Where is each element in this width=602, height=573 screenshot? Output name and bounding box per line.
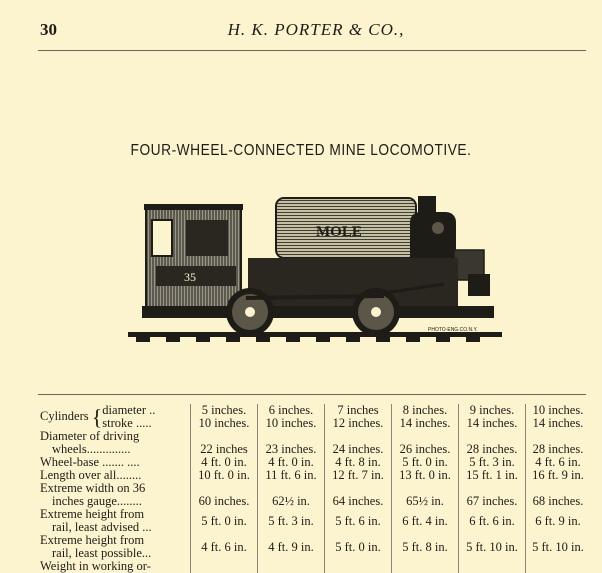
width-label: Extreme width on 36 [40,481,146,495]
table-row [40,534,590,560]
table-cell: 67 inches. [459,482,526,508]
table-cell: 28 inches. [526,430,591,456]
driving-wheel-rear [226,288,274,336]
table-cell: 5 inches. [191,404,258,417]
table-cell: 22 inches [191,430,258,456]
table-cell: 4 ft. 6 in. [526,456,591,469]
table-cell: 64 inches. [325,482,392,508]
cyl-diameter-label: diameter .. [102,403,156,417]
cylinders-label: Cylinders [40,408,89,423]
table-rule [38,394,586,395]
table-cell: 6 inches. [258,404,325,417]
specification-table [40,404,590,573]
weight-label: Weight in working or- [40,559,151,573]
table-row [40,560,590,573]
table-cell: 4 ft. 8 in. [325,456,392,469]
length-label: Length over all........ [40,468,142,482]
figure-title: FOUR-WHEEL-CONNECTED MINE LOCOMOTIVE. [130,142,472,159]
table-cell: 11 ft. 6 in. [258,469,325,482]
table-cell: 4 ft. 0 in. [191,456,258,469]
table-cell: 60 inches. [191,482,258,508]
table-cell: 16 ft. 9 in. [526,469,591,482]
table-cell: 5 ft. 10 in. [459,534,526,560]
table-cell: 6 ft. 6 in. [459,508,526,534]
table-cell: 7 inches [325,404,392,417]
table-cell: 68 inches. [526,482,591,508]
table-cell: 14 inches. [526,417,591,430]
height-advised-label-cont: rail, least advised ... [52,520,152,534]
table-row [40,482,590,508]
table-cell: 15 ft. 1 in. [459,469,526,482]
table-cell: 6 ft. 4 in. [392,508,459,534]
table-cell: 28 inches. [459,430,526,456]
height-possible-label-cont: rail, least possible... [52,546,152,560]
height-advised-label: Extreme height from [40,507,145,521]
table-row [40,430,590,456]
height-possible-label: Extreme height from [40,533,145,547]
cab-number: 35 [184,270,196,284]
table-cell: 5 ft. 0 in. [392,456,459,469]
table-cell: 65½ in. [392,482,459,508]
table-cell: 6 ft. 9 in. [526,508,591,534]
table-cell: 8 inches. [392,404,459,417]
table-cell: 12 ft. 7 in. [325,469,392,482]
page-number: 30 [40,20,57,39]
driving-wheels-label: Diameter of driving [40,429,140,443]
locomotive-engraving [128,188,506,350]
table-cell: 5 ft. 6 in. [325,508,392,534]
width-label-cont: inches gauge........ [52,494,142,508]
table-cell: 5 ft. 0 in. [191,508,258,534]
table-cell: 10 inches. [526,404,591,417]
tank-lettering: MOLE [316,224,362,240]
table-cell: 5 ft. 0 in. [325,534,392,560]
driving-wheels-label-cont: wheels.............. [52,442,131,456]
table-cell: 5 ft. 8 in. [392,534,459,560]
table-cell: 14 inches. [392,417,459,430]
table-cell: 14 inches. [459,417,526,430]
table-cell: 4 ft. 6 in. [191,534,258,560]
table-cell: 5 ft. 10 in. [526,534,591,560]
engraver-credit: PHOTO-ENG.CO.N.Y. [428,327,478,333]
table-cell: 4 ft. 9 in. [258,534,325,560]
table-cell: 9 inches. [459,404,526,417]
table-cell: 4 ft. 0 in. [258,456,325,469]
table-cell: 10 inches. [191,417,258,430]
table-cell: 10 ft. 0 in. [191,469,258,482]
table-cell: 12 inches. [325,417,392,430]
header-rule [38,50,586,51]
table-cell: 5 ft. 3 in. [258,508,325,534]
table-cell: 10 inches. [258,417,325,430]
table-row: Cylinders {diameter .. stroke ..... 5 inches. 6 inches. 7 inches 8 inches. 9 inches. 10 inches. [40,404,590,417]
table-cell: 24 inches. [325,430,392,456]
table-cell: 62½ in. [258,482,325,508]
table-cell: 26 inches. [392,430,459,456]
table-cell: 23 inches. [258,430,325,456]
wheelbase-label: Wheel-base ....... .... [40,455,140,469]
table-cell: 13 ft. 0 in. [392,469,459,482]
page-header-title: H. K. PORTER & CO., [227,20,405,39]
table-row [40,508,590,534]
cyl-stroke-label: stroke ..... [102,416,152,430]
table-cell: 5 ft. 3 in. [459,456,526,469]
